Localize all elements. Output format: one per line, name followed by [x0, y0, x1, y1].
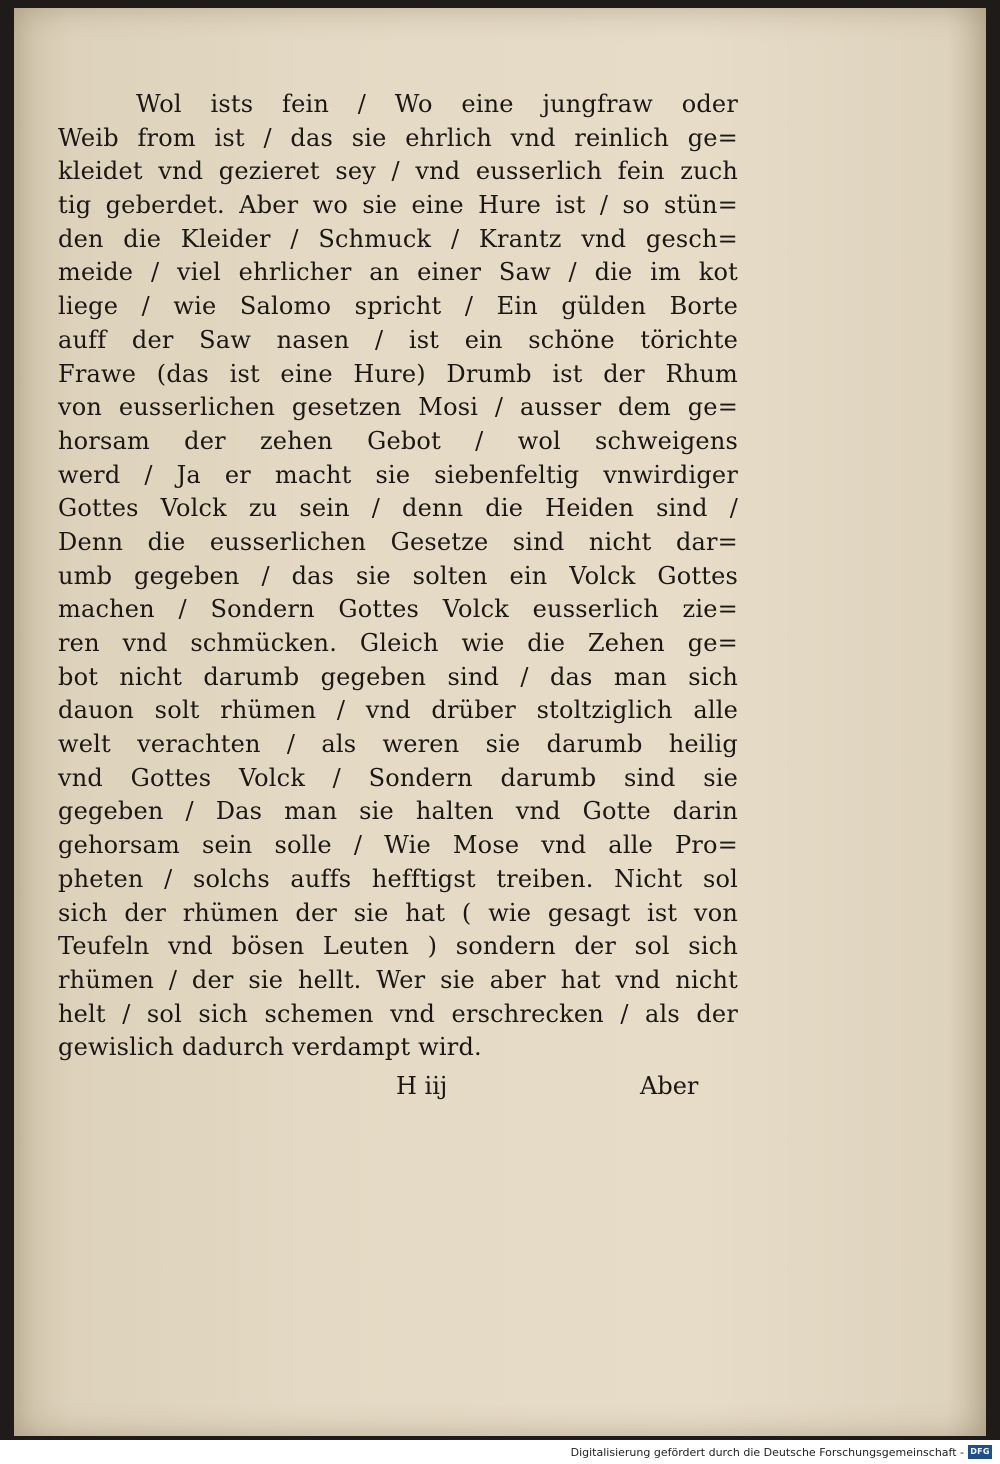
text-line: dauon solt rhümen / vnd drüber stoltziglich alle: [58, 696, 738, 725]
text-line: ren vnd schmücken. Gleich wie die Zehen ge=: [58, 629, 738, 657]
text-line: helt / sol sich schemen vnd erschrecken / als der: [58, 999, 738, 1028]
text-line: rhümen / der sie hellt. Wer sie aber hat vnd nicht: [58, 965, 738, 994]
text-line: pheten / solchs auffs hefftigst treiben. Nicht sol: [58, 864, 738, 893]
funding-credit-text: Digitalisierung gefördert durch die Deutsche Forschungsgemeinschaft -: [570, 1446, 964, 1459]
text-line: meide / viel ehrlicher an einer Saw / die im kot: [58, 258, 738, 287]
funding-credit-bar: [0, 1440, 1000, 1464]
text-line: Gottes Volck zu sein / denn die Heiden sind /: [58, 494, 738, 523]
text-line: tig geberdet. Aber wo sie eine Hure ist / so stün=: [58, 191, 738, 220]
text-line: gehorsam sein solle / Wie Mose vnd alle Pro=: [58, 831, 738, 860]
text-line: gegeben / Das man sie halten vnd Gotte darin: [58, 797, 738, 826]
text-line: von eusserlichen gesetzen Mosi / ausser dem ge=: [58, 393, 738, 422]
text-line: den die Kleider / Schmuck / Krantz vnd gesch=: [58, 224, 738, 253]
text-line: bot nicht darumb gegeben sind / das man sich: [58, 662, 738, 691]
text-line: Frawe (das ist eine Hure) Drumb ist der Rhum: [58, 359, 738, 388]
text-line: Denn die eusserlichen Gesetze sind nicht dar=: [58, 527, 738, 556]
text-line: sich der rhümen der sie hat ( wie gesagt ist von: [58, 898, 738, 927]
text-line: gewislich dadurch verdampt wird.: [58, 1033, 482, 1062]
text-line: Teufeln vnd bösen Leuten ) sondern der sol sich: [58, 932, 738, 961]
dfg-logo-icon: DFG: [968, 1445, 992, 1459]
text-line: kleidet vnd gezieret sey / vnd eusserlich fein zuch: [58, 157, 738, 186]
text-line: welt verachten / als weren sie darumb heilig: [58, 730, 738, 759]
text-line: vnd Gottes Volck / Sondern darumb sind sie: [58, 763, 738, 792]
book-page: [14, 8, 986, 1436]
text-line: auff der Saw nasen / ist ein schöne törichte: [58, 325, 738, 354]
body-text: [58, 88, 738, 1065]
page-footer: [58, 1072, 738, 1112]
catchword: Aber: [640, 1072, 699, 1100]
text-line: umb gegeben / das sie solten ein Volck Gottes: [58, 561, 738, 590]
text-line: werd / Ja er macht sie siebenfeltig vnwirdiger: [58, 460, 738, 489]
text-line: Wol ists fein / Wo eine jungfraw oder: [136, 90, 738, 118]
text-line: machen / Sondern Gottes Volck eusserlich zie=: [58, 595, 738, 624]
signature-mark: H iij: [396, 1072, 448, 1100]
text-line: horsam der zehen Gebot / wol schweigens: [58, 426, 738, 455]
text-line: liege / wie Salomo spricht / Ein gülden Borte: [58, 292, 738, 321]
text-line: Weib from ist / das sie ehrlich vnd reinlich ge=: [58, 123, 738, 152]
